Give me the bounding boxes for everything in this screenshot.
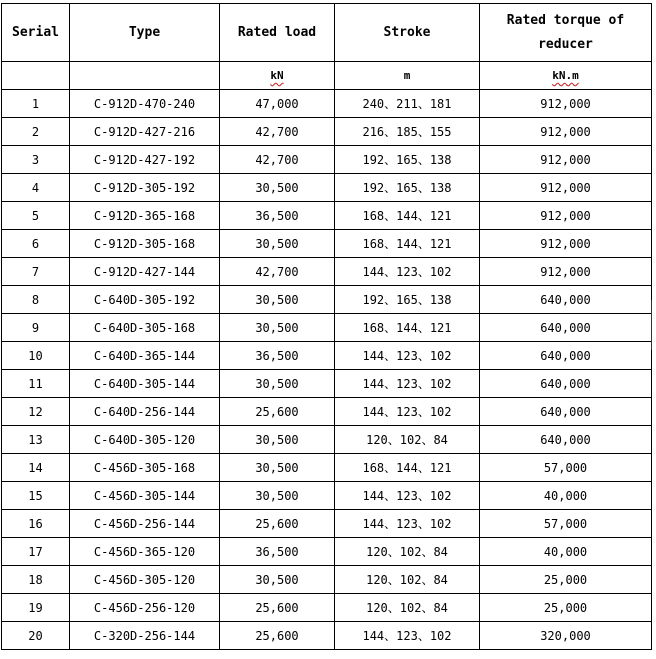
cell-serial: 17 <box>2 538 70 566</box>
cell-type: C-912D-427-144 <box>70 258 220 286</box>
cell-serial: 1 <box>2 90 70 118</box>
cell-rated-torque: 40,000 <box>480 482 652 510</box>
table-row <box>2 594 652 622</box>
table-row <box>2 398 652 426</box>
table-row <box>2 146 652 174</box>
unit-rated-load-text: kN <box>270 69 284 82</box>
cell-rated-load: 30,500 <box>220 566 335 594</box>
cell-rated-load: 42,700 <box>220 118 335 146</box>
cell-rated-load: 42,700 <box>220 258 335 286</box>
cell-stroke: 144、123、102 <box>335 622 480 650</box>
cell-rated-load: 36,500 <box>220 202 335 230</box>
cell-rated-torque: 57,000 <box>480 510 652 538</box>
cell-type: C-912D-427-216 <box>70 118 220 146</box>
cell-rated-torque: 25,000 <box>480 594 652 622</box>
table-row <box>2 230 652 258</box>
cell-rated-torque: 25,000 <box>480 566 652 594</box>
table-row <box>2 510 652 538</box>
unit-rated-torque-text: kN.m <box>552 69 579 82</box>
cell-type: C-456D-305-144 <box>70 482 220 510</box>
cell-serial: 6 <box>2 230 70 258</box>
cell-stroke: 120、102、84 <box>335 594 480 622</box>
cell-stroke: 192、165、138 <box>335 174 480 202</box>
spec-table <box>1 3 652 650</box>
cell-rated-load: 25,600 <box>220 398 335 426</box>
table-row <box>2 286 652 314</box>
cell-serial: 12 <box>2 398 70 426</box>
unit-rated-load <box>220 62 335 90</box>
cell-rated-torque: 40,000 <box>480 538 652 566</box>
cell-rated-torque: 320,000 <box>480 622 652 650</box>
header-row <box>2 4 652 62</box>
cell-stroke: 216、185、155 <box>335 118 480 146</box>
cell-rated-torque: 640,000 <box>480 370 652 398</box>
cell-rated-load: 25,600 <box>220 622 335 650</box>
cell-serial: 5 <box>2 202 70 230</box>
cell-serial: 9 <box>2 314 70 342</box>
unit-serial <box>2 62 70 90</box>
cell-rated-torque: 912,000 <box>480 90 652 118</box>
cell-serial: 10 <box>2 342 70 370</box>
table-row <box>2 454 652 482</box>
cell-serial: 8 <box>2 286 70 314</box>
cell-serial: 18 <box>2 566 70 594</box>
unit-stroke: m <box>335 62 480 90</box>
cell-type: C-640D-305-168 <box>70 314 220 342</box>
cell-stroke: 144、123、102 <box>335 510 480 538</box>
cell-rated-torque: 912,000 <box>480 118 652 146</box>
table-row <box>2 426 652 454</box>
cell-type: C-912D-365-168 <box>70 202 220 230</box>
units-row <box>2 62 652 90</box>
cell-rated-torque: 640,000 <box>480 342 652 370</box>
cell-serial: 19 <box>2 594 70 622</box>
cell-rated-load: 30,500 <box>220 370 335 398</box>
table-row <box>2 314 652 342</box>
cell-stroke: 168、144、121 <box>335 230 480 258</box>
cell-type: C-912D-470-240 <box>70 90 220 118</box>
cell-rated-load: 36,500 <box>220 342 335 370</box>
header-type: Type <box>70 4 220 62</box>
cell-serial: 2 <box>2 118 70 146</box>
table-row <box>2 90 652 118</box>
table-row <box>2 370 652 398</box>
cell-rated-load: 30,500 <box>220 454 335 482</box>
cell-stroke: 168、144、121 <box>335 454 480 482</box>
cell-rated-torque: 912,000 <box>480 174 652 202</box>
cell-stroke: 144、123、102 <box>335 342 480 370</box>
cell-rated-torque: 912,000 <box>480 230 652 258</box>
cell-type: C-640D-305-144 <box>70 370 220 398</box>
cell-type: C-640D-365-144 <box>70 342 220 370</box>
cell-rated-load: 30,500 <box>220 174 335 202</box>
cell-type: C-912D-305-168 <box>70 230 220 258</box>
cell-serial: 16 <box>2 510 70 538</box>
cell-stroke: 144、123、102 <box>335 482 480 510</box>
cell-rated-torque: 640,000 <box>480 314 652 342</box>
cell-rated-torque: 912,000 <box>480 146 652 174</box>
cell-rated-load: 30,500 <box>220 230 335 258</box>
cell-serial: 13 <box>2 426 70 454</box>
cell-rated-load: 30,500 <box>220 482 335 510</box>
table-row <box>2 202 652 230</box>
cell-serial: 7 <box>2 258 70 286</box>
cell-type: C-320D-256-144 <box>70 622 220 650</box>
cell-serial: 15 <box>2 482 70 510</box>
table-row <box>2 342 652 370</box>
table-row <box>2 538 652 566</box>
table-row <box>2 566 652 594</box>
header-rated-load: Rated load <box>220 4 335 62</box>
cell-stroke: 168、144、121 <box>335 202 480 230</box>
table-row <box>2 174 652 202</box>
cell-serial: 20 <box>2 622 70 650</box>
edge-mark <box>651 300 652 350</box>
cell-stroke: 144、123、102 <box>335 370 480 398</box>
cell-rated-load: 30,500 <box>220 314 335 342</box>
cell-rated-torque: 640,000 <box>480 426 652 454</box>
table-row <box>2 118 652 146</box>
cell-type: C-456D-256-120 <box>70 594 220 622</box>
cell-type: C-640D-305-120 <box>70 426 220 454</box>
cell-stroke: 120、102、84 <box>335 566 480 594</box>
cell-stroke: 120、102、84 <box>335 426 480 454</box>
cell-rated-load: 36,500 <box>220 538 335 566</box>
unit-type <box>70 62 220 90</box>
cell-serial: 3 <box>2 146 70 174</box>
header-serial: Serial <box>2 4 70 62</box>
cell-type: C-456D-305-168 <box>70 454 220 482</box>
cell-stroke: 144、123、102 <box>335 398 480 426</box>
cell-serial: 14 <box>2 454 70 482</box>
cell-rated-torque: 912,000 <box>480 258 652 286</box>
table-row <box>2 482 652 510</box>
cell-rated-torque: 57,000 <box>480 454 652 482</box>
cell-rated-load: 25,600 <box>220 594 335 622</box>
header-rated-torque: Rated torque of reducer <box>480 4 652 62</box>
cell-rated-load: 47,000 <box>220 90 335 118</box>
cell-type: C-640D-256-144 <box>70 398 220 426</box>
cell-stroke: 144、123、102 <box>335 258 480 286</box>
cell-type: C-912D-427-192 <box>70 146 220 174</box>
cell-rated-load: 30,500 <box>220 286 335 314</box>
cell-rated-torque: 912,000 <box>480 202 652 230</box>
cell-rated-load: 42,700 <box>220 146 335 174</box>
cell-serial: 4 <box>2 174 70 202</box>
cell-stroke: 240、211、181 <box>335 90 480 118</box>
cell-rated-torque: 640,000 <box>480 398 652 426</box>
table-row <box>2 258 652 286</box>
cell-type: C-640D-305-192 <box>70 286 220 314</box>
spec-table-container <box>1 3 652 650</box>
cell-type: C-456D-365-120 <box>70 538 220 566</box>
table-body <box>2 90 652 650</box>
cell-type: C-456D-305-120 <box>70 566 220 594</box>
cell-stroke: 192、165、138 <box>335 286 480 314</box>
cell-rated-torque: 640,000 <box>480 286 652 314</box>
unit-rated-torque <box>480 62 652 90</box>
cell-type: C-456D-256-144 <box>70 510 220 538</box>
cell-rated-load: 25,600 <box>220 510 335 538</box>
table-row <box>2 622 652 650</box>
cell-stroke: 120、102、84 <box>335 538 480 566</box>
cell-stroke: 192、165、138 <box>335 146 480 174</box>
cell-serial: 11 <box>2 370 70 398</box>
cell-rated-load: 30,500 <box>220 426 335 454</box>
cell-type: C-912D-305-192 <box>70 174 220 202</box>
header-stroke: Stroke <box>335 4 480 62</box>
cell-stroke: 168、144、121 <box>335 314 480 342</box>
